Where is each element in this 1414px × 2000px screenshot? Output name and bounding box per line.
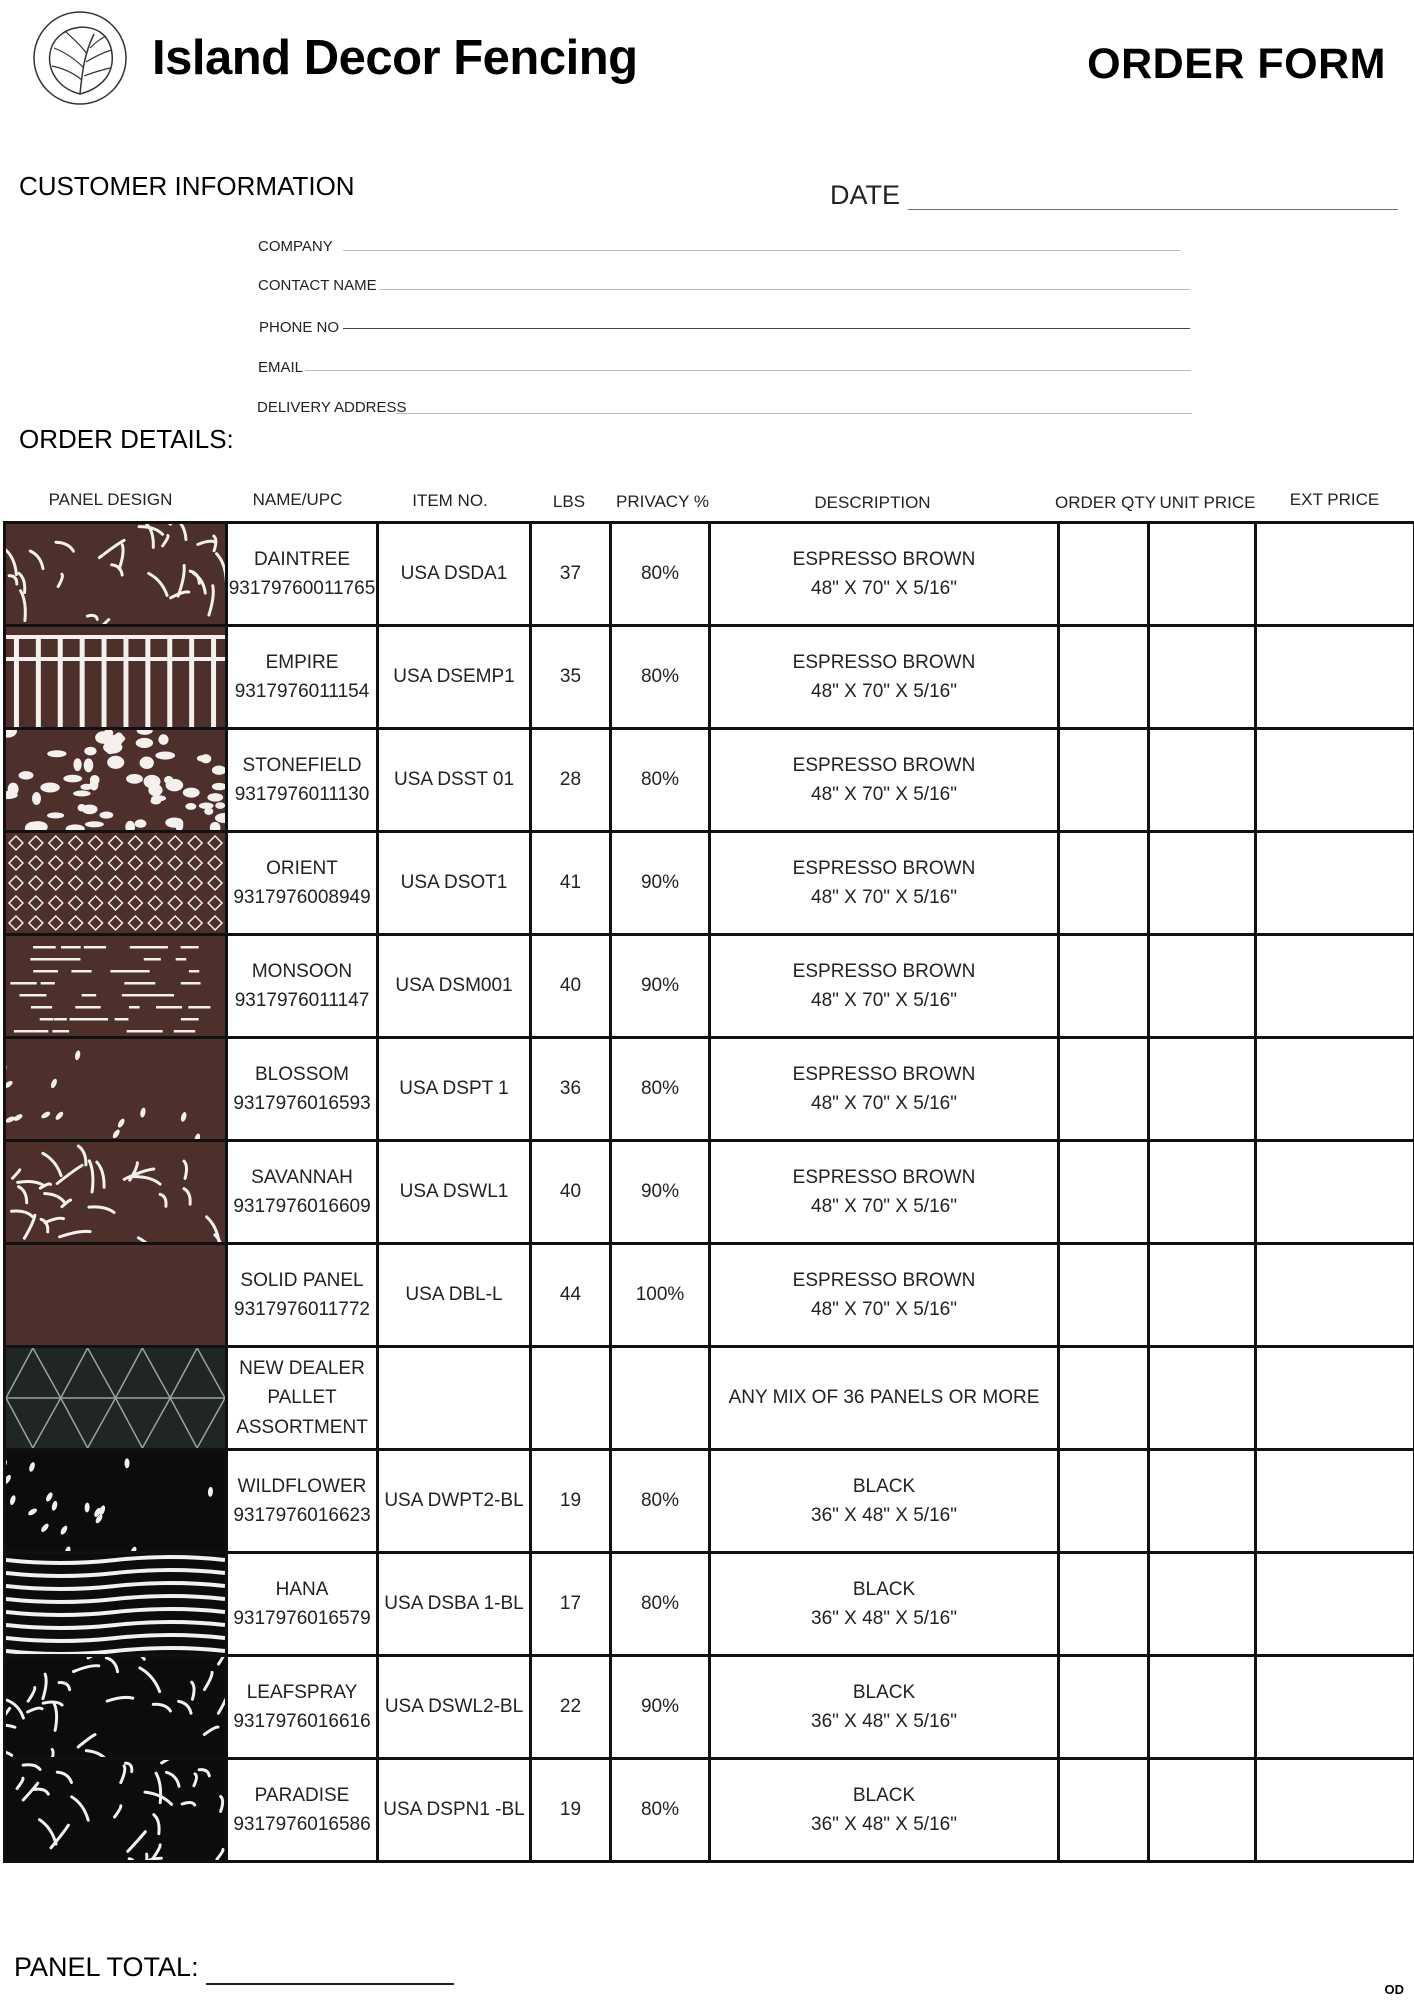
phone-field[interactable]	[343, 328, 1190, 329]
col-header-order-qty: ORDER QTY	[1055, 493, 1157, 512]
privacy-cell: 80%	[611, 1759, 710, 1862]
panel-design-cell	[5, 523, 227, 626]
email-label: EMAIL	[258, 359, 304, 376]
name-upc-cell	[227, 1038, 378, 1141]
description-line1: ESPRESSO BROWN	[792, 857, 976, 879]
order-qty-cell[interactable]	[1059, 832, 1149, 935]
description-cell	[710, 1450, 1059, 1553]
ext-price-cell[interactable]	[1256, 626, 1414, 729]
company-name: Island Decor Fencing	[152, 31, 638, 85]
lbs-cell: 41	[531, 832, 611, 935]
unit-price-cell[interactable]	[1149, 1347, 1256, 1450]
panel-design-cell	[5, 832, 227, 935]
panel-upc: 9317976016623	[233, 1505, 371, 1526]
unit-price-cell[interactable]	[1149, 1244, 1256, 1347]
unit-price-cell[interactable]	[1149, 832, 1256, 935]
description-line1: BLACK	[852, 1784, 916, 1806]
customer-info-title: CUSTOMER INFORMATION	[19, 171, 355, 201]
item-no-cell: USA DWPT2-BL	[378, 1450, 531, 1553]
ext-price-cell[interactable]	[1256, 1450, 1414, 1553]
order-qty-cell[interactable]	[1059, 1450, 1149, 1553]
description-line2: 36" X 48" X 5/16"	[811, 1505, 957, 1526]
ext-price-cell[interactable]	[1256, 1759, 1414, 1862]
col-header-name-upc: NAME/UPC	[252, 490, 343, 509]
order-qty-cell[interactable]	[1059, 1141, 1149, 1244]
company-field[interactable]	[343, 250, 1180, 251]
description-cell	[710, 1553, 1059, 1656]
panel-swatch	[6, 1760, 225, 1860]
ext-price-cell[interactable]	[1256, 935, 1414, 1038]
description-line2: 48" X 70" X 5/16"	[811, 887, 957, 908]
name-upc-cell	[227, 523, 378, 626]
description-line1: ESPRESSO BROWN	[792, 548, 976, 570]
panel-name-line2: PALLET	[267, 1387, 337, 1409]
monstera-leaf-icon	[32, 10, 128, 106]
unit-price-cell[interactable]	[1149, 523, 1256, 626]
panel-design-cell	[5, 1038, 227, 1141]
privacy-cell: 80%	[611, 1038, 710, 1141]
unit-price-cell[interactable]	[1149, 626, 1256, 729]
order-qty-cell[interactable]	[1059, 1656, 1149, 1759]
contact-name-label: CONTACT NAME	[258, 277, 377, 294]
description-line1: ESPRESSO BROWN	[792, 1063, 976, 1085]
col-header-panel-design: PANEL DESIGN	[48, 490, 173, 509]
delivery-address-label: DELIVERY ADDRESS	[257, 399, 407, 416]
lbs-cell: 40	[531, 1141, 611, 1244]
lbs-cell: 44	[531, 1244, 611, 1347]
table-row	[5, 729, 1414, 832]
description-line1: BLACK	[852, 1475, 916, 1497]
lbs-cell: 40	[531, 935, 611, 1038]
description-line1: ESPRESSO BROWN	[792, 651, 976, 673]
unit-price-cell[interactable]	[1149, 729, 1256, 832]
table-row	[5, 1450, 1414, 1553]
name-upc-cell	[227, 729, 378, 832]
company-label: COMPANY	[258, 238, 333, 255]
phone-label: PHONE NO	[259, 319, 340, 336]
order-qty-cell[interactable]	[1059, 1759, 1149, 1862]
description-line2: 48" X 70" X 5/16"	[811, 578, 957, 599]
panel-swatch	[6, 1348, 225, 1448]
order-qty-cell[interactable]	[1059, 626, 1149, 729]
col-header-item-no: ITEM NO.	[412, 491, 488, 510]
panel-swatch	[6, 833, 225, 933]
panel-name: DAINTREE	[253, 548, 351, 570]
item-no-cell: USA DSEMP1	[378, 626, 531, 729]
description-cell	[710, 1141, 1059, 1244]
panel-name: WILDFLOWER	[237, 1475, 367, 1497]
description-cell	[710, 626, 1059, 729]
name-upc-cell	[227, 1450, 378, 1553]
description-line2: 48" X 70" X 5/16"	[811, 1196, 957, 1217]
panel-design-cell	[5, 1141, 227, 1244]
privacy-cell: 80%	[611, 1450, 710, 1553]
description-cell	[710, 1347, 1059, 1450]
panel-design-cell	[5, 1759, 227, 1862]
name-upc-cell	[227, 832, 378, 935]
unit-price-cell[interactable]	[1149, 1038, 1256, 1141]
unit-price-cell[interactable]	[1149, 935, 1256, 1038]
col-header-lbs: LBS	[552, 492, 586, 511]
form-title: ORDER FORM	[1087, 40, 1386, 88]
description-cell	[710, 935, 1059, 1038]
table-row	[5, 1141, 1414, 1244]
description-cell	[710, 523, 1059, 626]
name-upc-cell	[227, 1347, 378, 1450]
description-line2: 48" X 70" X 5/16"	[811, 990, 957, 1011]
name-upc-cell	[227, 1244, 378, 1347]
description-line2: 48" X 70" X 5/16"	[811, 1093, 957, 1114]
delivery-address-field[interactable]	[396, 413, 1192, 414]
panel-design-cell	[5, 1553, 227, 1656]
unit-price-cell[interactable]	[1149, 1141, 1256, 1244]
panel-swatch	[6, 1245, 225, 1345]
privacy-cell: 90%	[611, 935, 710, 1038]
col-header-ext-price: EXT PRICE	[1289, 490, 1380, 509]
panel-name: HANA	[275, 1578, 329, 1600]
col-header-description: DESCRIPTION	[814, 493, 931, 512]
lbs-cell: 36	[531, 1038, 611, 1141]
ext-price-cell[interactable]	[1256, 1244, 1414, 1347]
unit-price-cell[interactable]	[1149, 1553, 1256, 1656]
panel-swatch	[6, 1142, 225, 1242]
order-qty-cell[interactable]	[1059, 1038, 1149, 1141]
order-qty-cell[interactable]	[1059, 523, 1149, 626]
order-qty-cell[interactable]	[1059, 1347, 1149, 1450]
table-row	[5, 1553, 1414, 1656]
panel-design-cell	[5, 935, 227, 1038]
panel-swatch	[6, 936, 225, 1036]
panel-upc: 93179760011765	[228, 578, 376, 599]
description-cell	[710, 1244, 1059, 1347]
item-no-cell: USA DSDA1	[378, 523, 531, 626]
table-row	[5, 1656, 1414, 1759]
privacy-cell: 80%	[611, 729, 710, 832]
ext-price-cell[interactable]	[1256, 1141, 1414, 1244]
lbs-cell: 17	[531, 1553, 611, 1656]
privacy-cell: 80%	[611, 1553, 710, 1656]
privacy-cell: 80%	[611, 523, 710, 626]
panel-name: STONEFIELD	[242, 754, 362, 776]
order-qty-cell[interactable]	[1059, 729, 1149, 832]
table-row	[5, 1759, 1414, 1862]
col-header-privacy: PRIVACY %	[616, 492, 709, 511]
privacy-cell: 90%	[611, 832, 710, 935]
description-line1: ESPRESSO BROWN	[792, 960, 976, 982]
lbs-cell: 35	[531, 626, 611, 729]
description-line2: 48" X 70" X 5/16"	[811, 1299, 957, 1320]
panel-design-cell	[5, 1450, 227, 1553]
panel-swatch	[6, 1451, 225, 1551]
item-no-cell: USA DSST 01	[378, 729, 531, 832]
description-line1: ESPRESSO BROWN	[792, 754, 976, 776]
panel-design-cell	[5, 1347, 227, 1450]
name-upc-cell	[227, 1656, 378, 1759]
panel-upc: 9317976016609	[233, 1196, 371, 1217]
item-no-cell: USA DSBA 1-BL	[378, 1553, 531, 1656]
panel-design-cell	[5, 729, 227, 832]
table-row	[5, 626, 1414, 729]
panel-upc: 9317976016579	[233, 1608, 371, 1629]
description-line1: ANY MIX OF 36 PANELS OR MORE	[728, 1387, 1040, 1409]
contact-name-field[interactable]	[379, 289, 1190, 290]
panel-design-cell	[5, 626, 227, 729]
lbs-cell: 28	[531, 729, 611, 832]
panel-upc: 9317976016586	[233, 1814, 371, 1835]
panel-swatch	[6, 627, 225, 727]
panel-swatch	[6, 1554, 225, 1654]
panel-design-cell	[5, 1656, 227, 1759]
description-line1: BLACK	[852, 1578, 916, 1600]
description-cell	[710, 1038, 1059, 1141]
privacy-cell	[611, 1347, 710, 1450]
panel-name: SOLID PANEL	[240, 1269, 364, 1291]
item-no-cell	[378, 1347, 531, 1450]
description-cell	[710, 1759, 1059, 1862]
description-line2: 48" X 70" X 5/16"	[811, 784, 957, 805]
lbs-cell: 19	[531, 1450, 611, 1553]
table-row	[5, 523, 1414, 626]
panel-name: PARADISE	[254, 1784, 350, 1806]
panel-name: ORIENT	[266, 857, 338, 879]
panel-upc: 9317976016616	[233, 1711, 371, 1732]
panel-total-field[interactable]	[206, 1983, 454, 1985]
description-line2: 36" X 48" X 5/16"	[811, 1814, 957, 1835]
privacy-cell: 90%	[611, 1656, 710, 1759]
privacy-cell: 100%	[611, 1244, 710, 1347]
panel-upc: 9317976011130	[234, 784, 370, 805]
description-line1: ESPRESSO BROWN	[792, 1166, 976, 1188]
date-label: DATE	[830, 180, 901, 210]
description-line2: 48" X 70" X 5/16"	[811, 681, 957, 702]
panel-swatch	[6, 1039, 225, 1139]
panel-name: MONSOON	[251, 960, 353, 982]
panel-upc: 9317976011772	[234, 1299, 370, 1320]
item-no-cell: USA DSM001	[378, 935, 531, 1038]
date-field[interactable]	[908, 209, 1398, 210]
table-row	[5, 1347, 1414, 1450]
name-upc-cell	[227, 1759, 378, 1862]
description-cell	[710, 832, 1059, 935]
lbs-cell: 22	[531, 1656, 611, 1759]
ext-price-cell[interactable]	[1256, 523, 1414, 626]
lbs-cell: 19	[531, 1759, 611, 1862]
panel-name-line3: ASSORTMENT	[236, 1416, 368, 1438]
name-upc-cell	[227, 1141, 378, 1244]
table-row	[5, 935, 1414, 1038]
unit-price-cell[interactable]	[1149, 1656, 1256, 1759]
ext-price-cell[interactable]	[1256, 729, 1414, 832]
order-table	[3, 521, 1414, 1863]
panel-swatch	[6, 1657, 225, 1757]
description-line1: ESPRESSO BROWN	[792, 1269, 976, 1291]
item-no-cell: USA DSWL1	[378, 1141, 531, 1244]
unit-price-cell[interactable]	[1149, 1759, 1256, 1862]
description-line2: 36" X 48" X 5/16"	[811, 1711, 957, 1732]
item-no-cell: USA DSPT 1	[378, 1038, 531, 1141]
description-line2: 36" X 48" X 5/16"	[811, 1608, 957, 1629]
table-row	[5, 1038, 1414, 1141]
privacy-cell: 90%	[611, 1141, 710, 1244]
panel-upc: 9317976016593	[233, 1093, 371, 1114]
order-qty-cell[interactable]	[1059, 1553, 1149, 1656]
order-qty-cell[interactable]	[1059, 1244, 1149, 1347]
col-header-unit-price: UNIT PRICE	[1159, 493, 1256, 512]
panel-total-label: PANEL TOTAL:	[14, 1952, 199, 1982]
panel-name: SAVANNAH	[251, 1166, 353, 1188]
panel-swatch	[6, 730, 225, 830]
ext-price-cell[interactable]	[1256, 832, 1414, 935]
panel-upc: 9317976011154	[234, 681, 370, 702]
panel-name: NEW DEALER	[239, 1357, 365, 1379]
table-row	[5, 1244, 1414, 1347]
lbs-cell	[531, 1347, 611, 1450]
panel-design-cell	[5, 1244, 227, 1347]
unit-price-cell[interactable]	[1149, 1450, 1256, 1553]
privacy-cell: 80%	[611, 626, 710, 729]
description-cell	[710, 729, 1059, 832]
name-upc-cell	[227, 935, 378, 1038]
panel-name: BLOSSOM	[255, 1063, 349, 1085]
panel-upc: 9317976011147	[234, 990, 370, 1011]
panel-swatch	[6, 524, 225, 624]
ext-price-cell[interactable]	[1256, 1656, 1414, 1759]
email-field[interactable]	[305, 370, 1191, 371]
order-details-title: ORDER DETAILS:	[19, 424, 234, 454]
ext-price-cell[interactable]	[1256, 1347, 1414, 1450]
description-cell	[710, 1656, 1059, 1759]
footer-code: OD	[1384, 1982, 1404, 1997]
item-no-cell: USA DBL-L	[378, 1244, 531, 1347]
item-no-cell: USA DSWL2-BL	[378, 1656, 531, 1759]
description-line1: BLACK	[852, 1681, 916, 1703]
lbs-cell: 37	[531, 523, 611, 626]
item-no-cell: USA DSOT1	[378, 832, 531, 935]
name-upc-cell	[227, 1553, 378, 1656]
panel-upc: 9317976008949	[233, 887, 371, 908]
panel-name: LEAFSPRAY	[246, 1681, 358, 1703]
item-no-cell: USA DSPN1 -BL	[378, 1759, 531, 1862]
order-qty-cell[interactable]	[1059, 935, 1149, 1038]
ext-price-cell[interactable]	[1256, 1553, 1414, 1656]
panel-name: EMPIRE	[265, 651, 339, 673]
table-row	[5, 832, 1414, 935]
ext-price-cell[interactable]	[1256, 1038, 1414, 1141]
name-upc-cell	[227, 626, 378, 729]
